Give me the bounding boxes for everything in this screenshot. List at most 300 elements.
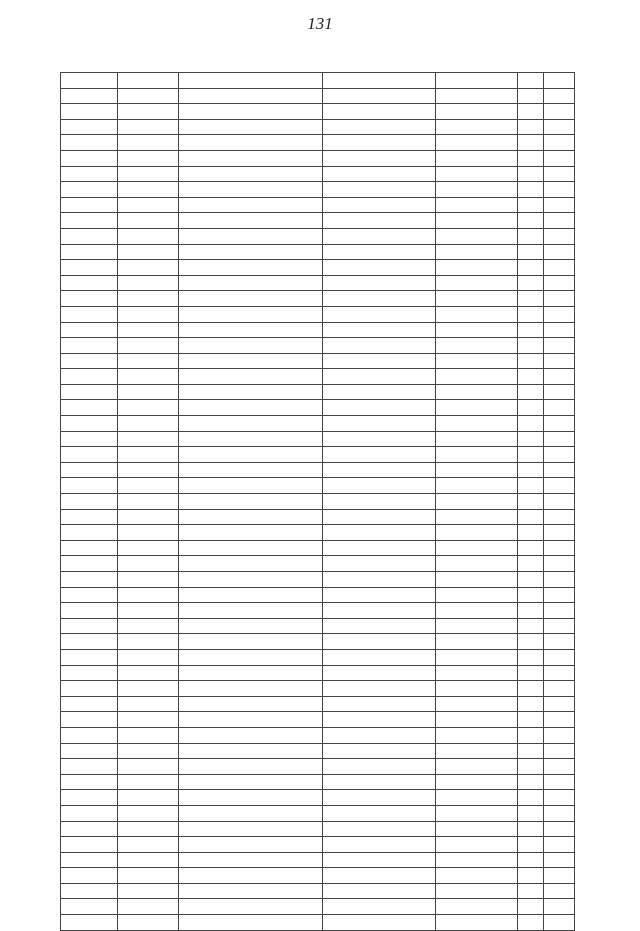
table-row <box>61 322 575 338</box>
table-cell <box>323 868 436 884</box>
table-cell <box>544 665 575 681</box>
table-cell <box>518 837 544 853</box>
table-cell <box>436 525 518 541</box>
table-cell <box>117 525 179 541</box>
table-cell <box>61 150 118 166</box>
table-cell <box>436 649 518 665</box>
table-cell <box>436 275 518 291</box>
table-cell <box>179 618 323 634</box>
table-cell <box>61 260 118 276</box>
table-cell <box>117 478 179 494</box>
table-cell <box>544 135 575 151</box>
table-cell <box>61 696 118 712</box>
table-cell <box>117 665 179 681</box>
table-row <box>61 852 575 868</box>
table-cell <box>117 447 179 463</box>
table-cell <box>323 275 436 291</box>
table-cell <box>323 400 436 416</box>
table-cell <box>323 166 436 182</box>
table-cell <box>61 369 118 385</box>
table-cell <box>117 275 179 291</box>
table-cell <box>117 322 179 338</box>
table-row <box>61 883 575 899</box>
table-cell <box>544 369 575 385</box>
table-cell <box>436 899 518 915</box>
table-cell <box>117 634 179 650</box>
table-cell <box>518 73 544 89</box>
table-cell <box>61 525 118 541</box>
table-row <box>61 681 575 697</box>
table-cell <box>518 322 544 338</box>
table-cell <box>61 275 118 291</box>
table-cell <box>544 883 575 899</box>
table-cell <box>117 494 179 510</box>
table-cell <box>61 338 118 354</box>
table-cell <box>436 743 518 759</box>
table-cell <box>323 899 436 915</box>
table-cell <box>436 556 518 572</box>
table-row <box>61 135 575 151</box>
table-cell <box>544 649 575 665</box>
table-row <box>61 478 575 494</box>
table-cell <box>436 88 518 104</box>
table-cell <box>518 494 544 510</box>
table-cell <box>436 306 518 322</box>
table-row <box>61 572 575 588</box>
table-cell <box>518 400 544 416</box>
table-cell <box>117 587 179 603</box>
table-cell <box>544 384 575 400</box>
table-cell <box>436 182 518 198</box>
table-cell <box>518 228 544 244</box>
table-cell <box>179 759 323 775</box>
records-table <box>60 72 575 931</box>
table-cell <box>117 291 179 307</box>
table-cell <box>544 494 575 510</box>
table-cell <box>544 540 575 556</box>
table-cell <box>544 556 575 572</box>
table-cell <box>544 119 575 135</box>
table-cell <box>544 837 575 853</box>
table-cell <box>436 353 518 369</box>
table-cell <box>61 228 118 244</box>
table-cell <box>323 353 436 369</box>
table-cell <box>179 213 323 229</box>
table-cell <box>179 431 323 447</box>
table-cell <box>323 322 436 338</box>
table-cell <box>61 727 118 743</box>
table-cell <box>61 556 118 572</box>
table-cell <box>179 73 323 89</box>
table-row <box>61 88 575 104</box>
table-cell <box>323 712 436 728</box>
table-cell <box>61 166 118 182</box>
table-cell <box>179 447 323 463</box>
table-cell <box>518 369 544 385</box>
table-cell <box>518 431 544 447</box>
table-cell <box>518 727 544 743</box>
table-cell <box>323 73 436 89</box>
table-row <box>61 228 575 244</box>
table-cell <box>323 837 436 853</box>
table-cell <box>544 431 575 447</box>
table-cell <box>518 275 544 291</box>
table-cell <box>323 525 436 541</box>
table-cell <box>323 447 436 463</box>
table-row <box>61 665 575 681</box>
table-cell <box>117 790 179 806</box>
table-cell <box>323 228 436 244</box>
table-row <box>61 416 575 432</box>
table-row <box>61 338 575 354</box>
table-cell <box>117 712 179 728</box>
table-cell <box>436 166 518 182</box>
table-cell <box>179 494 323 510</box>
table-cell <box>61 400 118 416</box>
table-cell <box>544 618 575 634</box>
table-cell <box>117 759 179 775</box>
table-cell <box>323 244 436 260</box>
table-cell <box>61 73 118 89</box>
table-cell <box>117 868 179 884</box>
table-cell <box>323 805 436 821</box>
table-cell <box>323 462 436 478</box>
table-cell <box>518 338 544 354</box>
table-cell <box>436 135 518 151</box>
table-cell <box>544 416 575 432</box>
table-cell <box>179 260 323 276</box>
table-cell <box>436 727 518 743</box>
table-cell <box>117 197 179 213</box>
table-cell <box>544 915 575 931</box>
table-row <box>61 369 575 385</box>
table-cell <box>544 681 575 697</box>
table-cell <box>518 868 544 884</box>
table-cell <box>117 244 179 260</box>
table-cell <box>61 587 118 603</box>
table-cell <box>179 899 323 915</box>
table-cell <box>544 322 575 338</box>
table-cell <box>179 837 323 853</box>
table-cell <box>117 915 179 931</box>
page-number: 131 <box>307 14 333 33</box>
table-cell <box>436 260 518 276</box>
table-cell <box>179 665 323 681</box>
table-cell <box>61 805 118 821</box>
table-cell <box>117 618 179 634</box>
table-cell <box>179 369 323 385</box>
table-cell <box>117 73 179 89</box>
table-cell <box>436 73 518 89</box>
table-row <box>61 104 575 120</box>
table-cell <box>61 213 118 229</box>
table-row <box>61 603 575 619</box>
table-cell <box>518 104 544 120</box>
table-cell <box>323 681 436 697</box>
table-cell <box>117 540 179 556</box>
table-cell <box>544 150 575 166</box>
table-cell <box>544 774 575 790</box>
table-cell <box>117 805 179 821</box>
table-cell <box>518 821 544 837</box>
table-cell <box>518 509 544 525</box>
table-cell <box>518 135 544 151</box>
table-row <box>61 275 575 291</box>
table-cell <box>61 104 118 120</box>
table-cell <box>544 88 575 104</box>
table-cell <box>117 88 179 104</box>
table-cell <box>323 135 436 151</box>
table-cell <box>117 774 179 790</box>
table-cell <box>544 73 575 89</box>
table-cell <box>61 665 118 681</box>
table-cell <box>61 540 118 556</box>
table-cell <box>436 150 518 166</box>
table-cell <box>117 852 179 868</box>
table-cell <box>61 88 118 104</box>
table-cell <box>117 166 179 182</box>
table-cell <box>436 883 518 899</box>
table-cell <box>323 572 436 588</box>
table-row <box>61 821 575 837</box>
table-cell <box>117 104 179 120</box>
table-row <box>61 291 575 307</box>
table-cell <box>436 338 518 354</box>
table-row <box>61 182 575 198</box>
table-cell <box>117 353 179 369</box>
table-cell <box>544 868 575 884</box>
table-cell <box>436 369 518 385</box>
table-cell <box>179 712 323 728</box>
table-cell <box>117 837 179 853</box>
table-cell <box>544 805 575 821</box>
table-cell <box>61 494 118 510</box>
table-cell <box>323 509 436 525</box>
table-cell <box>323 696 436 712</box>
table-cell <box>117 696 179 712</box>
table-cell <box>436 322 518 338</box>
table-row <box>61 306 575 322</box>
table-cell <box>323 182 436 198</box>
table-cell <box>436 618 518 634</box>
table-cell <box>323 759 436 775</box>
table-cell <box>544 353 575 369</box>
table-cell <box>436 915 518 931</box>
table-row <box>61 727 575 743</box>
table-cell <box>544 244 575 260</box>
table-cell <box>61 649 118 665</box>
table-cell <box>518 260 544 276</box>
table-cell <box>544 821 575 837</box>
table-row <box>61 525 575 541</box>
table-cell <box>61 306 118 322</box>
table-cell <box>117 681 179 697</box>
table-cell <box>179 634 323 650</box>
table-cell <box>323 556 436 572</box>
table-cell <box>179 135 323 151</box>
table-cell <box>179 166 323 182</box>
table-cell <box>61 603 118 619</box>
table-cell <box>436 462 518 478</box>
table-cell <box>518 416 544 432</box>
table-cell <box>179 119 323 135</box>
table-cell <box>179 291 323 307</box>
table-row <box>61 696 575 712</box>
table-cell <box>436 416 518 432</box>
table-cell <box>61 291 118 307</box>
table-cell <box>436 587 518 603</box>
table-cell <box>544 166 575 182</box>
table-cell <box>179 540 323 556</box>
table-cell <box>61 135 118 151</box>
table-cell <box>179 182 323 198</box>
table-cell <box>518 525 544 541</box>
table-cell <box>436 665 518 681</box>
table-cell <box>323 790 436 806</box>
table-cell <box>179 556 323 572</box>
table-cell <box>518 587 544 603</box>
table-cell <box>179 821 323 837</box>
table-cell <box>117 400 179 416</box>
table-cell <box>518 759 544 775</box>
table-cell <box>544 603 575 619</box>
table-cell <box>61 883 118 899</box>
table-cell <box>323 416 436 432</box>
table-cell <box>117 743 179 759</box>
table-cell <box>518 618 544 634</box>
table-row <box>61 618 575 634</box>
table-cell <box>436 104 518 120</box>
table-cell <box>323 665 436 681</box>
table-cell <box>518 478 544 494</box>
table-cell <box>117 649 179 665</box>
table-cell <box>61 244 118 260</box>
table-cell <box>323 821 436 837</box>
table-row <box>61 649 575 665</box>
table-row <box>61 915 575 931</box>
table-cell <box>436 384 518 400</box>
table-cell <box>518 696 544 712</box>
table-cell <box>436 712 518 728</box>
table-cell <box>61 837 118 853</box>
table-cell <box>544 197 575 213</box>
table-cell <box>61 572 118 588</box>
table-cell <box>117 213 179 229</box>
table-cell <box>179 353 323 369</box>
table-cell <box>117 416 179 432</box>
table-cell <box>518 556 544 572</box>
table-cell <box>179 384 323 400</box>
table-cell <box>323 618 436 634</box>
table-row <box>61 712 575 728</box>
table-cell <box>117 228 179 244</box>
table-cell <box>544 852 575 868</box>
table-cell <box>179 275 323 291</box>
table-cell <box>518 805 544 821</box>
table-cell <box>61 416 118 432</box>
table-cell <box>518 384 544 400</box>
table-cell <box>117 150 179 166</box>
table-cell <box>61 868 118 884</box>
table-cell <box>179 727 323 743</box>
table-row <box>61 509 575 525</box>
table-row <box>61 540 575 556</box>
table-cell <box>179 774 323 790</box>
table-row <box>61 384 575 400</box>
table-cell <box>323 306 436 322</box>
table-cell <box>436 868 518 884</box>
table-cell <box>544 587 575 603</box>
table-cell <box>179 743 323 759</box>
table-cell <box>323 384 436 400</box>
table-cell <box>436 197 518 213</box>
table-cell <box>179 852 323 868</box>
table-cell <box>117 899 179 915</box>
table-cell <box>61 759 118 775</box>
table-cell <box>61 478 118 494</box>
table-cell <box>518 119 544 135</box>
table-cell <box>436 759 518 775</box>
table-cell <box>436 572 518 588</box>
table-cell <box>323 338 436 354</box>
table-cell <box>323 369 436 385</box>
table-cell <box>323 852 436 868</box>
table-cell <box>436 494 518 510</box>
table-cell <box>61 509 118 525</box>
table-cell <box>436 852 518 868</box>
table-cell <box>544 291 575 307</box>
table-row <box>61 837 575 853</box>
table-cell <box>544 338 575 354</box>
table-row <box>61 790 575 806</box>
table-cell <box>61 618 118 634</box>
table-cell <box>436 603 518 619</box>
table-row <box>61 431 575 447</box>
table-cell <box>179 88 323 104</box>
table-cell <box>518 88 544 104</box>
table-cell <box>61 821 118 837</box>
table-cell <box>61 322 118 338</box>
table-cell <box>117 119 179 135</box>
table-cell <box>436 400 518 416</box>
table-cell <box>436 696 518 712</box>
table-cell <box>179 416 323 432</box>
table-cell <box>61 384 118 400</box>
table-cell <box>544 447 575 463</box>
table-cell <box>436 540 518 556</box>
table-cell <box>61 712 118 728</box>
table-row <box>61 462 575 478</box>
table-cell <box>323 774 436 790</box>
table-cell <box>179 681 323 697</box>
table-cell <box>518 150 544 166</box>
table-cell <box>323 540 436 556</box>
table-cell <box>323 649 436 665</box>
table-cell <box>323 587 436 603</box>
table-cell <box>518 774 544 790</box>
table-row <box>61 759 575 775</box>
table-cell <box>544 182 575 198</box>
table-cell <box>323 883 436 899</box>
table-cell <box>518 665 544 681</box>
table-cell <box>518 712 544 728</box>
table-cell <box>179 478 323 494</box>
table-cell <box>61 899 118 915</box>
table-row <box>61 587 575 603</box>
table-cell <box>61 852 118 868</box>
table-cell <box>179 883 323 899</box>
table-cell <box>179 572 323 588</box>
